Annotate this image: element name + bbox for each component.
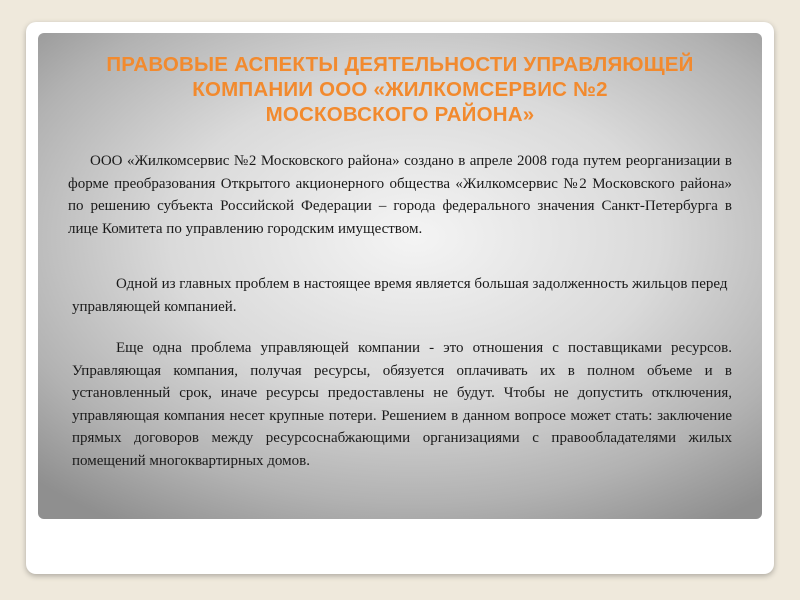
title-line-2: КОМПАНИИ ООО «ЖИЛКОМСЕРВИС №2 (192, 78, 608, 101)
paragraph-resident-debt: Одной из главных проблем в настоящее время является большая задолженность жильцов перед управляющей компанией. (72, 276, 728, 315)
slide-title (38, 52, 762, 127)
title-line-3: МОСКОВСКОГО РАЙОНА» (265, 103, 535, 126)
paragraph-company-founding: ООО «Жилкомсервис №2 Московского района» создано в апреле 2008 года путем реорганизации в форме преобразования Открытого акционерного общества «Жилкомсервис №2 Московского района» по решению субъекта Российской Федерации – города федерального значения Санкт-Петербурга в лице Комитета по управлению городским имуществом. (68, 153, 732, 237)
paragraph-supplier-relations: Еще одна проблема управляющей компании - это отношения с поставщиками ресурсов. Управляющая компания, получая ресурсы, обязуется оплачивать их в полном объеме и в установленный срок, иначе ресурсы предоставлены не будут. Чтобы не допустить отключения, управляющая компания несет крупные потери. Решением в данном вопросе может стать: заключение прямых договоров между ресурсоснабжающими организациями с правообладателями жилых помещений многоквартирных домов. (72, 340, 732, 469)
title-line-1: ПРАВОВЫЕ АСПЕКТЫ ДЕЯТЕЛЬНОСТИ УПРАВЛЯЮЩЕЙ (106, 53, 694, 76)
